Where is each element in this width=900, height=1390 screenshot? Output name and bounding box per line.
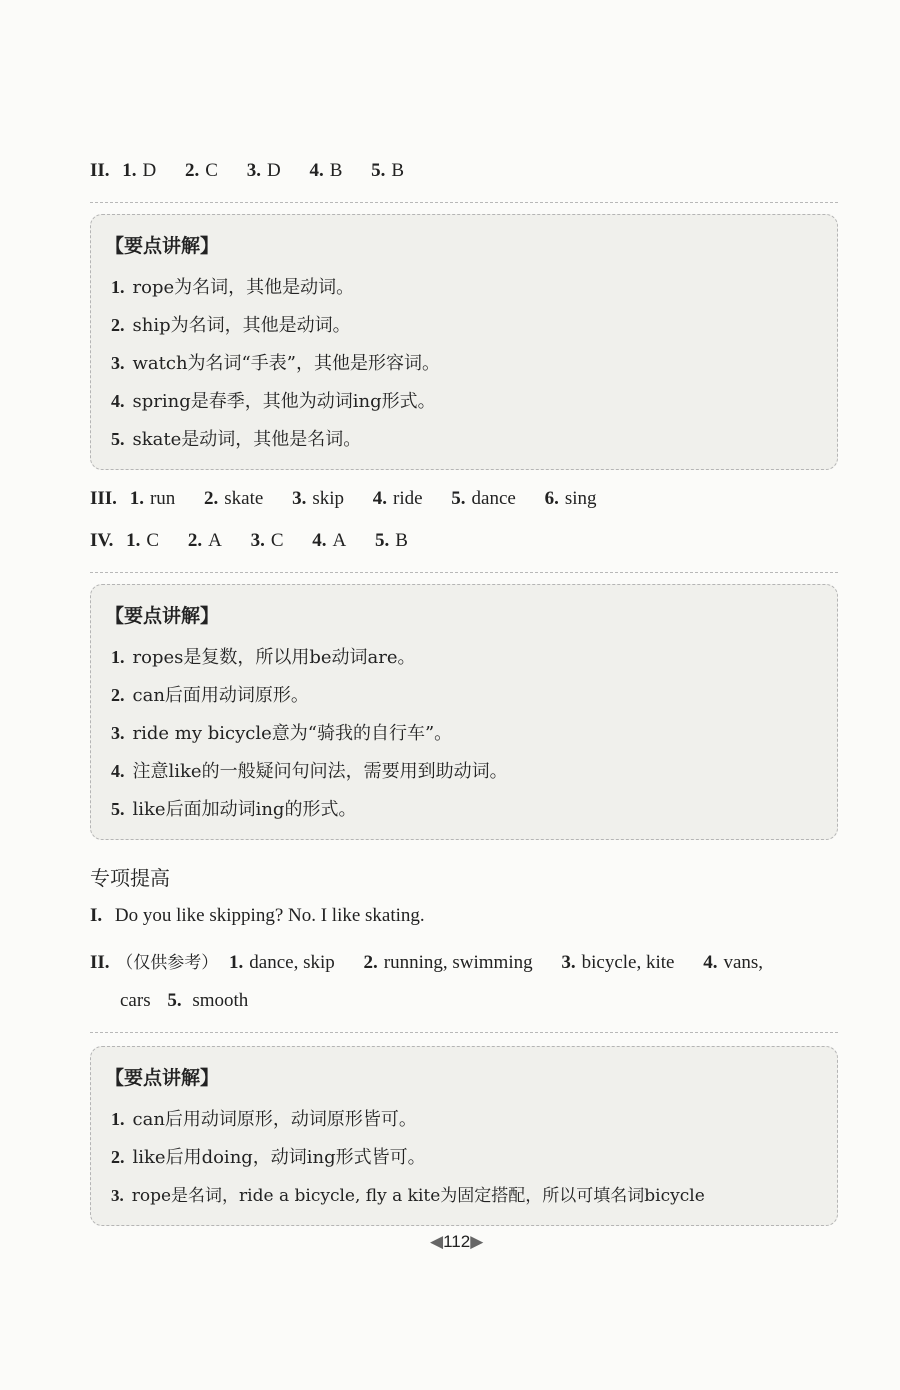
answer-item: 4. A: [312, 530, 347, 551]
explanation-line: 2. can后面用动词原形。: [111, 685, 309, 706]
answer-item: 2. skate: [204, 488, 264, 509]
page-number-text: 112: [443, 1232, 471, 1251]
answer-item: 3. skip: [292, 488, 344, 509]
answer-item: 1. C: [126, 530, 160, 551]
answer-row-2: [90, 160, 428, 182]
explanation-line: 3. watch为名词“手表”，其他是形容词。: [111, 353, 440, 374]
explanation-box-1: [90, 214, 838, 470]
section-roman: I.: [90, 905, 103, 926]
box-title: 【要点讲解】: [105, 1067, 220, 1089]
section-heading: 专项提高: [90, 866, 170, 890]
explanation-line: 1. can后用动词原形，动词原形皆可。: [111, 1109, 417, 1130]
section-roman: II.: [90, 952, 110, 973]
section-roman: II.: [90, 160, 110, 181]
special-q2-cont: [120, 990, 248, 1012]
box-title: 【要点讲解】: [105, 605, 220, 627]
answer-item: 6. sing: [544, 488, 597, 509]
special-q2: [90, 948, 763, 974]
right-arrow-icon: ▶: [470, 1232, 484, 1251]
explanation-line: 3. rope是名词，ride a bicycle, fly a kite为固定搭配，所以可填名词bicycle: [111, 1186, 705, 1206]
section-roman: IV.: [90, 530, 114, 551]
answer-item: 3. C: [250, 530, 284, 551]
answer-row-4: [90, 530, 432, 552]
explanation-line: 2. like后用doing，动词ing形式皆可。: [111, 1147, 426, 1168]
answer-item: 5. dance: [451, 488, 516, 509]
explanation-line: 3. ride my bicycle意为“骑我的自行车”。: [111, 723, 453, 744]
answer-text: cars: [120, 990, 151, 1011]
answer-item: 4. B: [309, 160, 343, 181]
explanation-line: 5. skate是动词，其他是名词。: [111, 429, 362, 450]
answer-item: 1. run: [129, 488, 176, 509]
explanation-line: 1. rope为名词，其他是动词。: [111, 277, 355, 298]
answer-item: 5. B: [371, 160, 405, 181]
answer-text: smooth: [192, 990, 249, 1011]
explanation-line: 5. like后面加动词ing的形式。: [111, 799, 357, 820]
divider: [90, 202, 838, 203]
special-q1: [90, 905, 425, 927]
answer-item: 2. running, swimming: [363, 952, 533, 973]
answer-number: 5.: [167, 990, 182, 1011]
reference-note: （仅供参考）: [116, 953, 219, 973]
special-q1-text: Do you like skipping? No. I like skating.: [114, 905, 425, 926]
answer-item: 3. bicycle, kite: [561, 952, 675, 973]
answer-item: 4. vans,: [703, 952, 764, 973]
answer-item: 5. B: [375, 530, 408, 551]
explanation-box-2: [90, 584, 838, 840]
divider: [90, 572, 838, 573]
box-title: 【要点讲解】: [105, 235, 220, 257]
answer-row-3: [90, 488, 621, 510]
explanation-line: 2. ship为名词，其他是动词。: [111, 315, 351, 336]
explanation-box-3: [90, 1046, 838, 1226]
left-arrow-icon: ◀: [430, 1232, 444, 1251]
answer-item: 2. C: [185, 160, 218, 181]
page-number: [430, 1232, 483, 1252]
divider: [90, 1032, 838, 1033]
answer-item: 3. D: [246, 160, 281, 181]
answer-item: 2. A: [187, 530, 222, 551]
section-roman: III.: [90, 488, 117, 509]
answer-item: 4. ride: [372, 488, 423, 509]
explanation-line: 4. spring是春季，其他为动词ing形式。: [111, 391, 436, 412]
answer-item: 1. D: [122, 160, 157, 181]
explanation-line: 1. ropes是复数，所以用be动词are。: [111, 647, 416, 668]
answer-item: 1. dance, skip: [229, 952, 335, 973]
explanation-line: 4. 注意like的一般疑问句问法，需要用到助动词。: [111, 761, 508, 782]
